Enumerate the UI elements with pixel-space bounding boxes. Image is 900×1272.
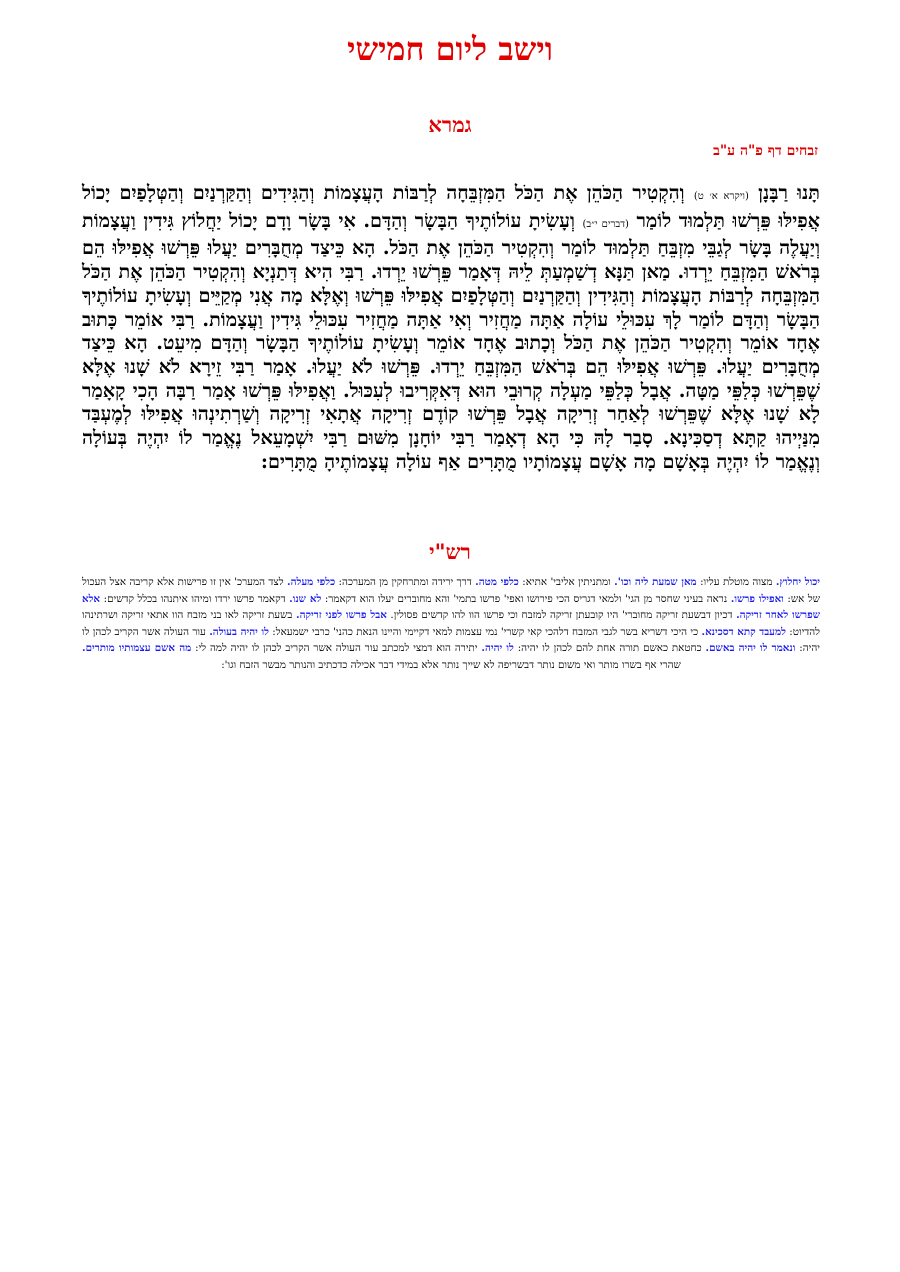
rashi-text-run: מצוה מוטלת עליו: — [696, 576, 776, 588]
rashi-commentary — [82, 574, 820, 674]
gemara-text-run: וְעָשִׂיתָ עוֹלוֹתֶיךָ הַבָּשָׂר וְהַדָּם. אִי בָּשָׂר וָדָם יָכוֹל יַחֲלוֹץ גִּידִין וַעֲצָמוֹת וְיַעֲלֶה בָּשָׂר לְגַבֵּי מִזְבֵּחַ תַּלְמוּד לוֹמַר וְהִקְטִיר הַכֹּהֵן אֶת הַכֹּל. הָא כֵּיצַד מְחֻבָּרִים יַעֲלוּ פֵּרְשׁוּ אֲפִילּוּ הֵם בְּרֹאשׁ הַמִּזְבֵּחַ יֵרְדוּ. מַאן תַּנָּא דְשַׁמְעַתְּ לֵיהּ דְּאָמַר פֵּרְשׁוּ יֵרְדוּ. רַבִּי הִיא דְּתַנְיָא וְהִקְטִיר הַכֹּהֵן אֶת הַכֹּל הַמִּזְבֵּחָה לְרַבּוֹת הָעֲצָמוֹת וְהַגִּידִין וְהַקַּרְנַיִם וְהַטְּלָפַיִם אֲפִילּוּ פֵּרְשׁוּ וְאֶלָּא מָה אֲנִי מְקַיֵּים וְעָשִׂיתָ עוֹלוֹתֶיךָ הַבָּשָׂר וְהַדָּם לוֹמַר לָךְ עִכּוּלֵי עוֹלָה אַתָּה מַחֲזִיר וְאִי אַתָּה מַחֲזִיר עִכּוּלֵי גִּידִין וַעֲצָמוֹת. רַבִּי אוֹמֵר כָּתוּב אֶחָד אוֹמֵר וְהִקְטִיר הַכֹּהֵן אֶת הַכֹּל וְכָתוּב אֶחָד אוֹמֵר וְעָשִׂיתָ עוֹלוֹתֶיךָ הַבָּשָׂר וְהַדָּם מִיעֵט. הָא כֵּיצַד מְחֻבָּרִים יַעֲלוּ. פֵּרְשׁוּ אֲפִילּוּ הֵם בְּרֹאשׁ הַמִּזְבֵּחַ יֵרְדוּ. פֵּרְשׁוּ לֹא יַעֲלוּ. אָמַר רַבִּי זֵירָא לֹא שָׁנוּ אֶלָּא שֶׁפֵּרְשׁוּ כְּלַפֵּי מַטָּה. אֲבָל כְּלַפֵּי מַעְלָה קְרוּבֵי הוּא דְּאִקְּרִיבוּ לְעִכּוּל. וַאֲפִילּוּ פֵּרְשׁוּ אָמַר רַבָּה הָכִי קָאָמַר לָא שָׁנוּ אֶלָּא שֶׁפֵּרְשׁוּ לְאַחַר זְרִיקָה אֲבָל פֵּרְשׁוּ קוֹדֶם זְרִיקָה אֲתָאִי זְרִיקָה וְשַׁרְתִינְהוּ אֲפִילּוּ לְמֶעְבַּד מִנַּיְיהוּ קַתָּא דְסַכִּינָא. סָבַר לָהּ כִּי הָא דְאָמַר רַבִּי יוֹחָנָן מִשּׁוּם רַבִּי יִשְׁמָעֵאל נֶאֱמַר לוֹ יִהְיֶה בְּעוֹלָה וְנֶאֱמַר לוֹ יִהְיֶה בְּאָשָׁם מָה אָשָׁם עֲצָמוֹתָיו מֻתָּרִים אַף עוֹלָה עֲצָמוֹתֶיהָ מֻתָּרִים: — [82, 208, 820, 473]
rashi-dibur-hamatchil: למעבד קתא דסכינא. — [701, 625, 786, 638]
rashi-dibur-hamatchil: מה אשם עצמותיו מותרים. — [82, 642, 192, 655]
rashi-text-run: בשעת זריקה לאו בני מזבח הוו אתאי זריקה ושרתינהו להדיוט: — [82, 609, 820, 638]
rashi-dibur-hamatchil: אבל פרשו לפני זריקה. — [295, 609, 387, 622]
rashi-dibur-hamatchil: כלפי מעלה. — [287, 576, 336, 588]
gemara-text — [82, 181, 820, 473]
verse-reference: (דברים י״ב) — [582, 218, 629, 230]
section-title-gemara: גמרא — [428, 112, 472, 137]
rashi-text-run: כי היכי דשריא בשר לגבי המזבח דלהכי קאי קשרי' נמי עצמות למאי דקיימי והיינו הנאת כהני' כרבי ישמעאל: — [268, 625, 702, 638]
gemara-text-run: וְהִקְטִיר הַכֹּהֵן אֶת הַכֹּל הַמִּזְבֵּחָה לְרַבּוֹת הָעֲצָמוֹת וְהַגִּידִים וְהַקַּרְנַיִם וְהַטְּלָפַיִם יָכוֹל אֲפִילּוּ פֵּרְשׁוּ תַּלְמוּד לוֹמַר — [82, 181, 821, 232]
source-reference: זבחים דף פ"ה ע"ב — [713, 143, 818, 159]
rashi-dibur-hamatchil: לא שנו. — [289, 592, 322, 605]
rashi-text-run: שהרי אף בשרו מותר ואי משום נותר דבשריפה לא שייך נותר אלא במידי דבר אכילה כדכתיב והנותר מבשר הזבח וגו': — [221, 658, 681, 671]
rashi-dibur-hamatchil: אלא שפרשו לאחר זריקה. — [82, 592, 821, 622]
section-title-rashi: רש"י — [429, 539, 471, 564]
rashi-text-run: דכיון דבשעת זריקה מחוברי' היו קובעתן זריקה למזבח וכי פרשו הוו להו קדשים פסולין. — [386, 609, 737, 622]
rashi-dibur-hamatchil: ונאמר לו יהיה באשם. — [705, 642, 796, 655]
rashi-dibur-hamatchil: מאן שמעת ליה וכו'. — [614, 576, 697, 588]
gemara-text-run: תָּנוּ רַבָּנָן — [748, 181, 820, 204]
rashi-text-run: דקאמר פרשו ירדו ומיהו איתנהו בכלל קדשים: — [100, 592, 290, 605]
rashi-dibur-hamatchil: ואפילו פרשו. — [730, 592, 784, 605]
rashi-dibur-hamatchil: לו יהיה. — [481, 642, 514, 655]
rashi-text-run: דרך ירידה ומתרחקין מן המערכה: — [335, 576, 476, 588]
rashi-dibur-hamatchil: לו יהיה בעולה. — [209, 625, 269, 638]
rashi-text-run: כחטאת כאשם תורה אחת להם לכהן לו יהיה: — [513, 642, 706, 655]
verse-reference: (ויקרא א׳ ט) — [693, 191, 749, 202]
rashi-text-run: יתירה הוא דמצי למכתב עור העולה אשר הקריב לכהן לו יהיה למה לי: — [191, 642, 482, 655]
rashi-text-run: עור העולה אשר הקריב לכהן לו יהיה: — [82, 625, 821, 655]
rashi-text-run: לצד המערכ' אין זו פרישות אלא קריבה אצל העכול של אש: — [82, 576, 820, 605]
rashi-dibur-hamatchil: כלפי מטה. — [475, 576, 519, 588]
page-title: וישב ליום חמישי — [347, 30, 553, 68]
rashi-dibur-hamatchil: יכול יחלוץ. — [775, 576, 820, 588]
rashi-text-run: נראה בעיני שחסר מן הגי' ולמאי דגריס הכי פירושו ואפי' פרשו בתמי' והא מחוברים יעלו הוא דקאמר: — [321, 592, 731, 605]
rashi-text-run: ומתניתין אליבי' אתיא: — [518, 576, 615, 588]
